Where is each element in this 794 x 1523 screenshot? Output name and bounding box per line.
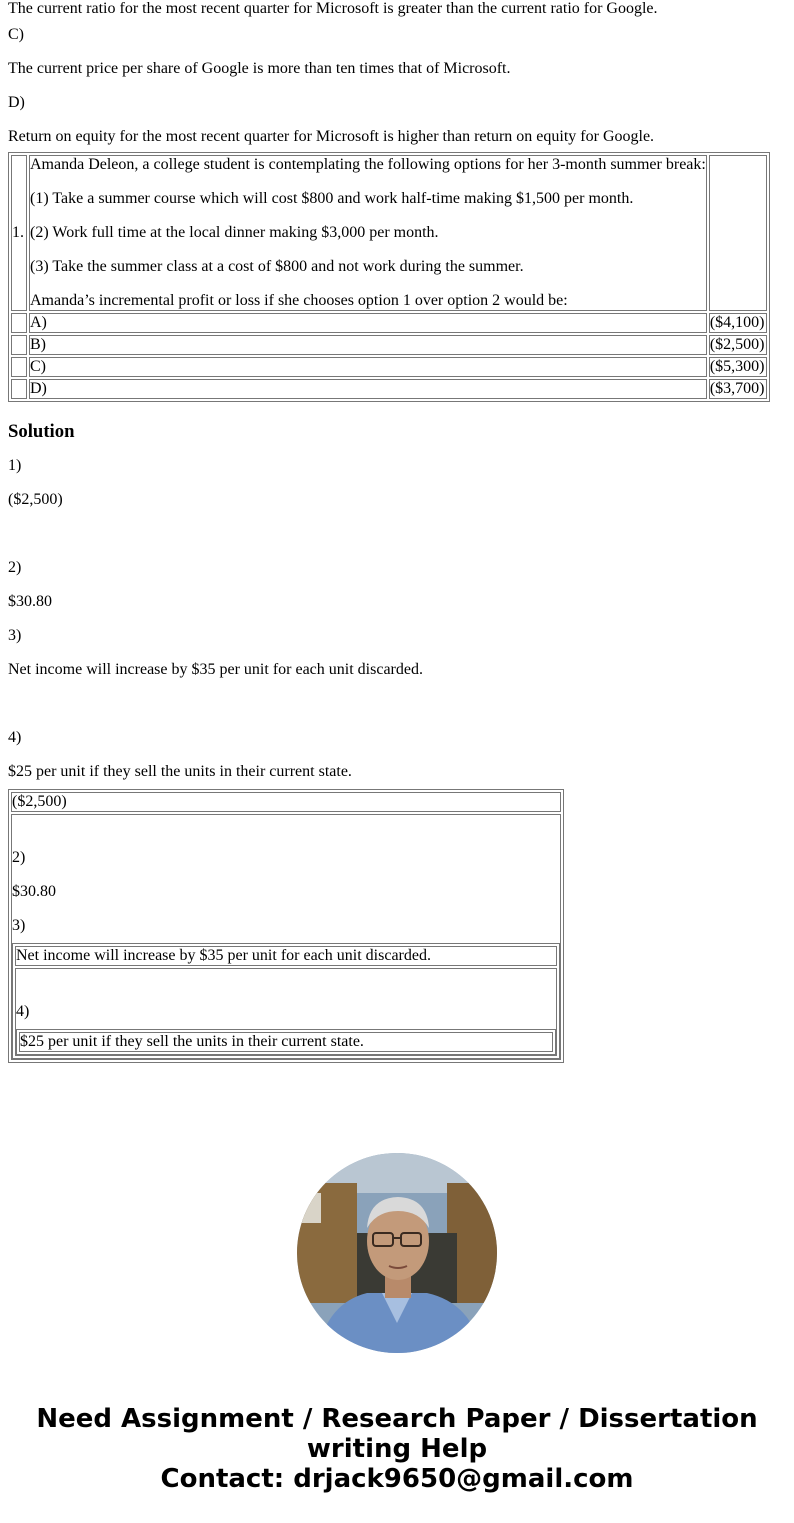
option-b-text: The current ratio for the most recent quarter for Microsoft is greater than the current ratio for Google. — [8, 0, 658, 17]
spacer — [12, 815, 560, 849]
promo-line: writing Help — [306, 1434, 488, 1464]
solution-answer: $25 per unit if they sell the units in their current state. — [8, 763, 352, 780]
solution-number: 3) — [8, 627, 22, 644]
question-number: 1. — [11, 155, 27, 311]
solution-answer: $30.80 — [8, 593, 52, 610]
question-text — [29, 155, 707, 311]
solution-answer: ($2,500) — [8, 491, 63, 508]
option-d-label: D) — [8, 94, 25, 111]
answer-number: 3) — [12, 917, 26, 934]
spacer — [8, 525, 786, 559]
solution-number: 2) — [8, 559, 22, 576]
option-row — [11, 379, 767, 399]
question-line: (2) Work full time at the local dinner making $3,000 per month. — [30, 224, 439, 241]
option-value: ($3,700) — [709, 379, 767, 399]
author-photo — [297, 1153, 497, 1353]
option-row — [11, 313, 767, 333]
question-line: (3) Take the summer class at a cost of $800 and not work during the summer. — [30, 258, 524, 275]
answer-number: 4) — [16, 1003, 30, 1020]
option-d-text: Return on equity for the most recent quarter for Microsoft is higher than return on equity for Google. — [8, 128, 655, 145]
empty-cell — [11, 335, 27, 355]
option-label: D) — [29, 379, 707, 399]
option-row — [11, 335, 767, 355]
portrait-icon — [297, 1153, 497, 1353]
empty-cell — [11, 313, 27, 333]
option-label: A) — [29, 313, 707, 333]
answer-cell: Net income will increase by $35 per unit for each unit discarded. — [15, 946, 557, 966]
question-row — [11, 155, 767, 311]
option-value: ($5,300) — [709, 357, 767, 377]
answer-cell — [11, 814, 561, 1060]
answer-table — [8, 789, 564, 1063]
option-c-text: The current price per share of Google is more than ten times that of Microsoft. — [8, 60, 511, 77]
option-label: B) — [29, 335, 707, 355]
empty-cell — [11, 357, 27, 377]
question-table — [8, 152, 770, 402]
answer-cell: $25 per unit if they sell the units in their current state. — [19, 1032, 553, 1052]
option-value: ($4,100) — [709, 313, 767, 333]
promo-line: Need Assignment / Research Paper / Dissertation — [36, 1404, 758, 1434]
question-line: (1) Take a summer course which will cost $800 and work half-time making $1,500 per month. — [30, 190, 634, 207]
option-c-label: C) — [8, 26, 24, 43]
empty-cell — [709, 155, 767, 311]
empty-cell — [11, 379, 27, 399]
question-line: Amanda’s incremental profit or loss if she chooses option 1 over option 2 would be: — [30, 292, 568, 309]
solution-number: 4) — [8, 729, 22, 746]
spacer — [8, 695, 786, 729]
promo-banner — [0, 1404, 794, 1494]
nested-answer-table — [12, 943, 560, 1059]
answer-cell: ($2,500) — [11, 792, 561, 812]
question-line: Amanda Deleon, a college student is contemplating the following options for her 3-month summer break: — [30, 156, 706, 173]
option-row — [11, 357, 767, 377]
solution-number: 1) — [8, 457, 22, 474]
spacer — [16, 969, 556, 1003]
answer-cell — [15, 968, 557, 1056]
nested-answer-table — [16, 1029, 556, 1055]
answer-value: $30.80 — [12, 883, 56, 900]
solution-answer: Net income will increase by $35 per unit for each unit discarded. — [8, 661, 423, 678]
option-value: ($2,500) — [709, 335, 767, 355]
document-page — [8, 0, 786, 1063]
promo-contact: Contact: drjack9650@gmail.com — [160, 1464, 634, 1494]
option-label: C) — [29, 357, 707, 377]
solution-heading: Solution — [8, 421, 75, 442]
answer-number: 2) — [12, 849, 26, 866]
